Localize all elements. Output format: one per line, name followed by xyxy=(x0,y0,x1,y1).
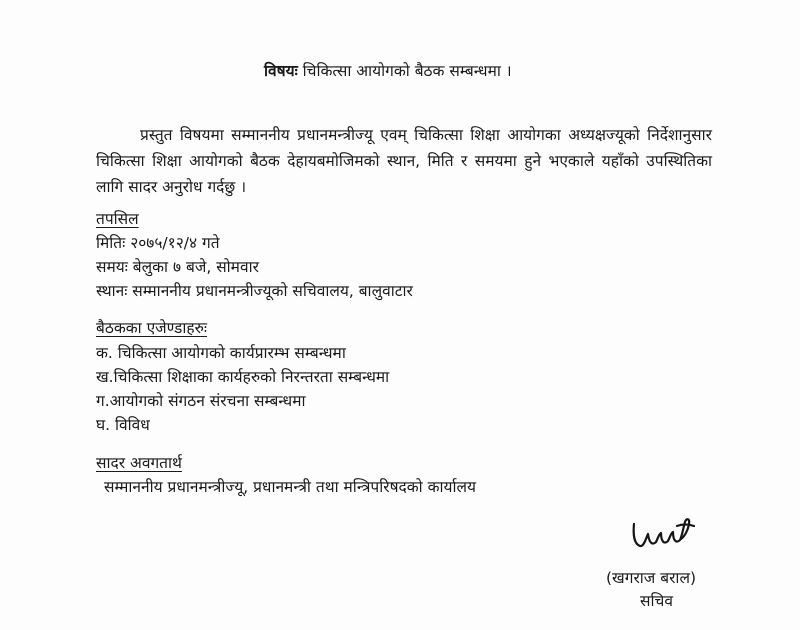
signatory-designation: सचिव xyxy=(640,592,673,610)
subject-text: चिकित्सा आयोगको बैठक सम्बन्धमा । xyxy=(302,62,512,80)
agenda-item: ख.चिकित्सा शिक्षाका कार्यहरुको निरन्तरता सम्बन्धमा xyxy=(96,368,390,386)
signatory-name: (खगराज बराल) xyxy=(606,569,696,587)
subject-label: विषयः xyxy=(264,62,298,80)
agenda-item: ग.आयोगको संगठन संरचना सम्बन्धमा xyxy=(96,392,306,410)
details-heading: तपसिल xyxy=(96,210,139,228)
agenda-heading: बैठकका एजेण्डाहरुः xyxy=(96,319,207,337)
agenda-item: क. चिकित्सा आयोगको कार्यप्रारम्भ सम्बन्धमा xyxy=(96,344,346,362)
signature-image xyxy=(628,512,698,556)
subject-line xyxy=(264,60,512,82)
meeting-date: मितिः २०७५/१२/४ गते xyxy=(96,234,220,252)
cc-recipient: सम्माननीय प्रधानमन्त्रीज्यू, प्रधानमन्त्री तथा मन्त्रिपरिषदको कार्यालय xyxy=(104,478,477,496)
agenda-item: घ. विविध xyxy=(96,416,150,434)
body-paragraph: प्रस्तुत विषयमा सम्माननीय प्रधानमन्त्रीज्यू एवम् चिकित्सा शिक्षा आयोगका अध्यक्षज्यूको निर्देशानुसार चिकित्सा शिक्षा आयोगको बैठक देहायबमोजिमको स्थान, मिति र समयमा हुने भएकाले यहाँको उपस्थितिका लागि सादर अनुरोध गर्दछु । xyxy=(96,126,712,196)
meeting-venue: स्थानः सम्माननीय प्रधानमन्त्रीज्यूको सचिवालय, बालुवाटार xyxy=(96,282,413,300)
cc-heading: सादर अवगतार्थ xyxy=(96,454,182,472)
meeting-time: समयः बेलुका ७ बजे, सोमवार xyxy=(96,258,259,276)
